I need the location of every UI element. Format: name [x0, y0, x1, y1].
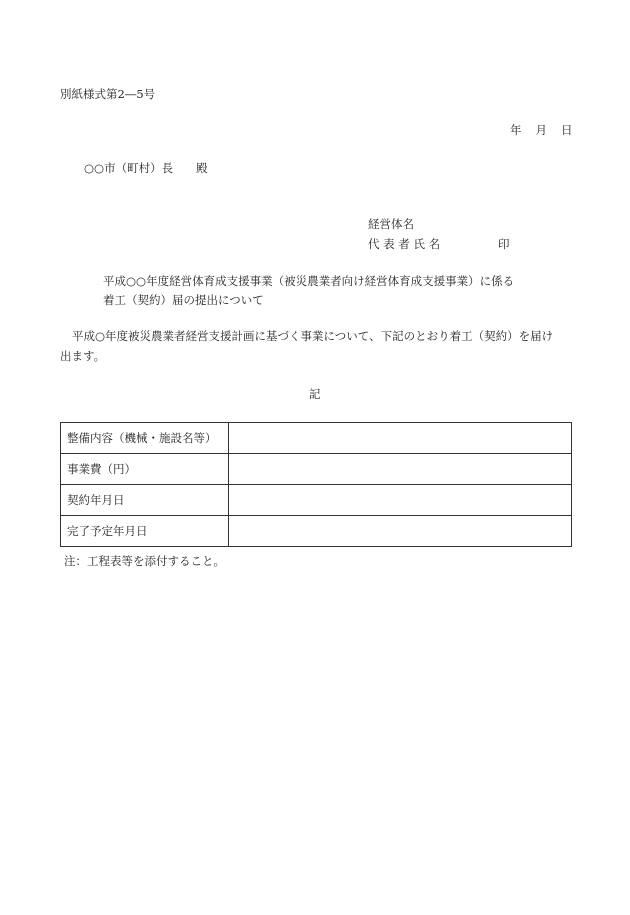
org-name-label: 経営体名 [368, 217, 414, 231]
seal-mark: 印 [498, 237, 510, 251]
details-table [60, 422, 572, 547]
year-label: 年 [510, 123, 522, 137]
row-label: 契約年月日 [61, 485, 229, 516]
row-value [229, 516, 572, 547]
day-label: 日 [561, 123, 573, 137]
row-label: 事業費（円） [61, 454, 229, 485]
row-value [229, 485, 572, 516]
row-value [229, 454, 572, 485]
table-row [61, 454, 572, 485]
body-line-2: 出ます。 [60, 349, 106, 363]
table-row [61, 423, 572, 454]
row-label: 完了予定年月日 [61, 516, 229, 547]
table-row [61, 485, 572, 516]
note: 注：工程表等を添付すること。 [64, 554, 225, 568]
title-line-2: 着工（契約）届の提出について [103, 293, 264, 307]
row-value [229, 423, 572, 454]
form-number: 別紙様式第2―5号 [60, 87, 156, 101]
table-row [61, 516, 572, 547]
month-label: 月 [535, 123, 547, 137]
body-line-1: 平成○年度被災農業者経営支援計画に基づく事業について、下記のとおり着工（契約）を届け [72, 329, 554, 343]
representative-label: 代 表 者 氏 名 [368, 237, 441, 251]
ki-heading: 記 [309, 387, 321, 401]
row-label: 整備内容（機械・施設名等） [61, 423, 229, 454]
addressee: ○○市（町村）長 殿 [84, 161, 208, 175]
date-line [510, 122, 573, 138]
title-line-1: 平成○○年度経営体育成支援事業（被災農業者向け経営体育成支援事業）に係る [103, 274, 515, 288]
